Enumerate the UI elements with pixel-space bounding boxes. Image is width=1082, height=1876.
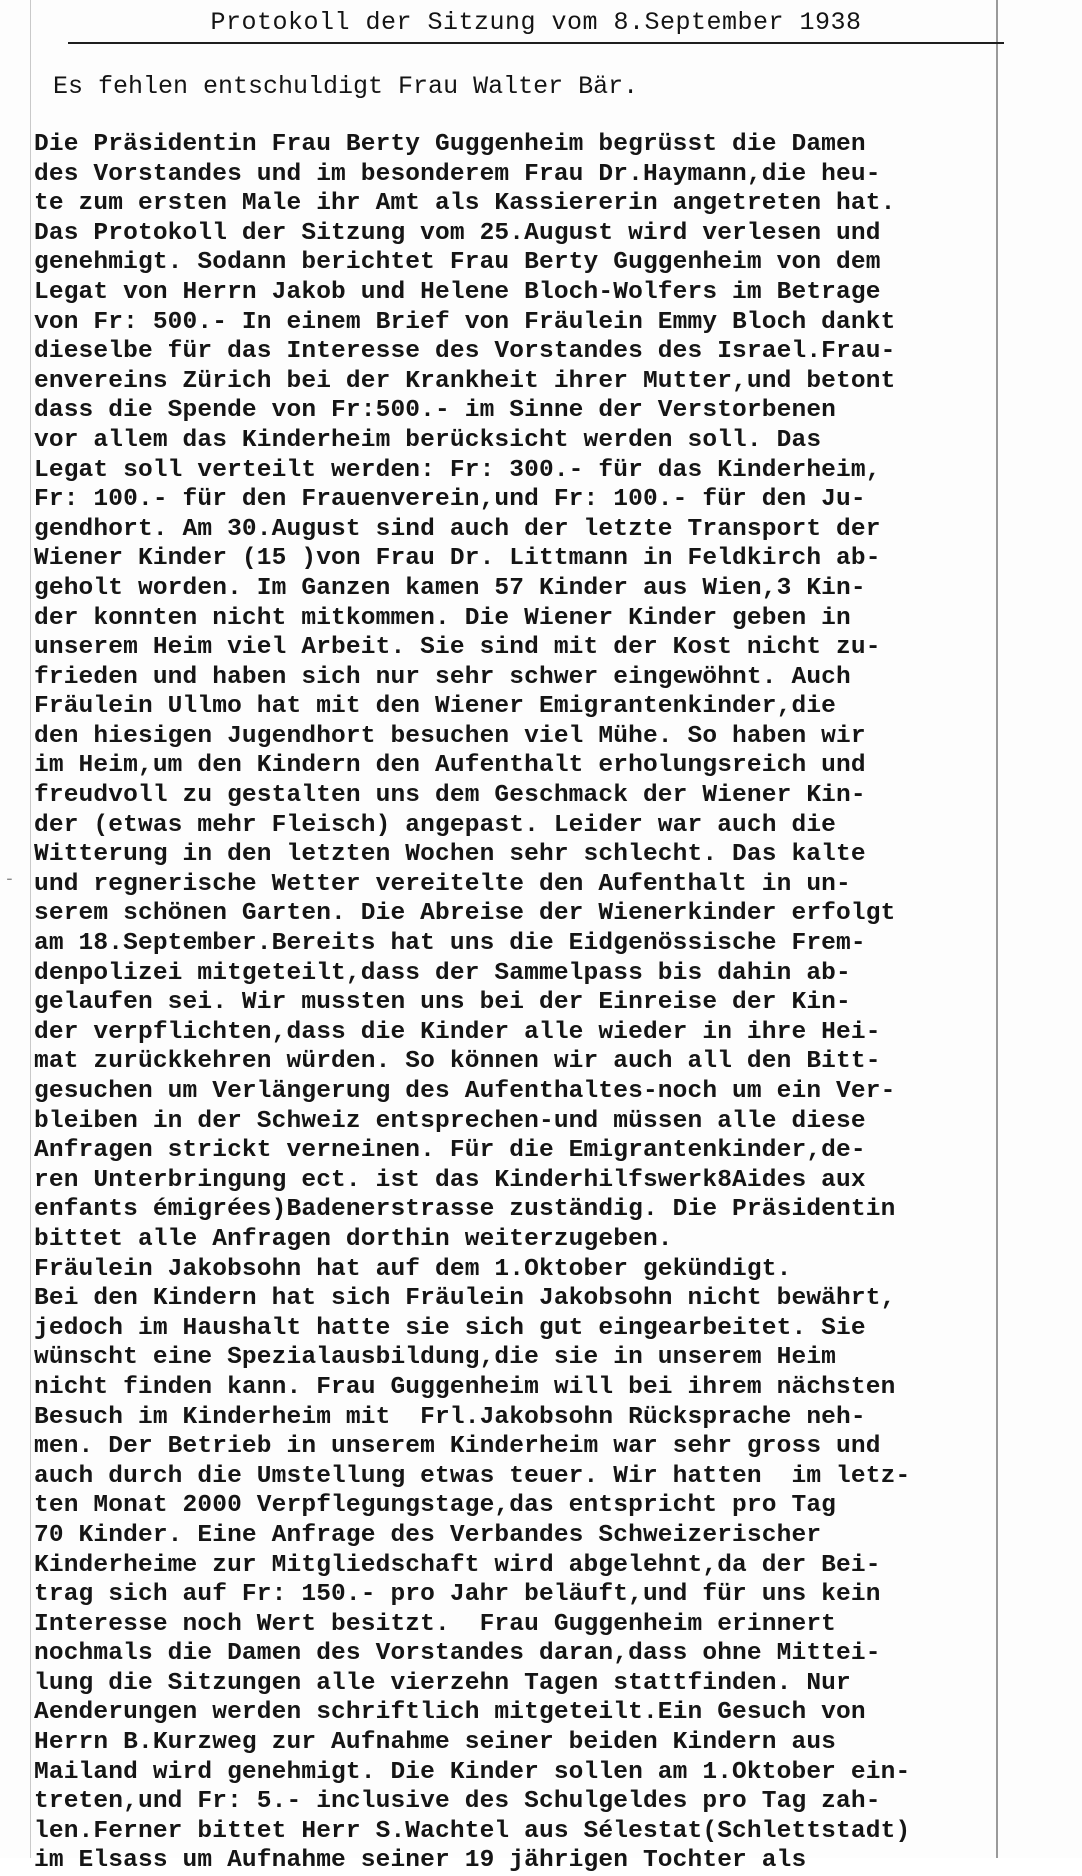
text-line: serem schönen Garten. Die Abreise der Wienerkinder erfolgt (34, 900, 896, 928)
left-margin-line (30, 0, 31, 1858)
text-line: unserem Heim viel Arbeit. Sie sind mit der Kost nicht zu- (34, 634, 881, 662)
text-line: gelaufen sei. Wir mussten uns bei der Einreise der Kin- (34, 989, 851, 1017)
text-line: Wiener Kinder (15 )von Frau Dr. Littmann in Feldkirch ab- (34, 545, 881, 573)
text-line: bittet alle Anfragen dorthin weiterzugeben. (34, 1225, 673, 1253)
text-line: Herrn B.Kurzweg zur Aufnahme seiner beiden Kindern aus (34, 1729, 837, 1757)
text-line: lung die Sitzungen alle vierzehn Tagen stattfinden. Nur (34, 1669, 851, 1697)
text-line: Besuch im Kinderheim mit Frl.Jakobsohn Rücksprache neh- (34, 1403, 866, 1431)
text-line: genehmigt. Sodann berichtet Frau Berty Guggenheim von dem (34, 249, 881, 277)
text-line: Fräulein Jakobsohn hat auf dem 1.Oktober gekündigt. (34, 1255, 792, 1283)
text-line: enfants émigrées)Badenerstrasse zuständig. Die Präsidentin (34, 1196, 896, 1224)
text-line: Kinderheime zur Mitgliedschaft wird abgelehnt,da der Bei- (34, 1551, 881, 1579)
text-line: im Elsass um Aufnahme seiner 19 jährigen Tochter als (34, 1847, 807, 1875)
text-line: mat zurückkehren würden. So können wir auch all den Bitt- (34, 1048, 881, 1076)
title-underline (68, 42, 1004, 44)
text-line: jedoch im Haushalt hatte sie sich gut eingearbeitet. Sie (34, 1314, 866, 1342)
text-line: nochmals die Damen des Vorstandes daran,dass ohne Mittei- (34, 1640, 881, 1668)
text-line: vor allem das Kinderheim berücksicht werden soll. Das (34, 426, 822, 454)
text-line: Anfragen strickt verneinen. Für die Emigrantenkinder,de- (34, 1137, 866, 1165)
text-line: Bei den Kindern hat sich Fräulein Jakobsohn nicht bewährt, (34, 1285, 896, 1313)
text-line: im Heim,um den Kindern den Aufenthalt erholungsreich und (34, 752, 866, 780)
text-line: ten Monat 2000 Verpflegungstage,das entspricht pro Tag (34, 1492, 837, 1520)
text-line: len.Ferner bittet Herr S.Wachtel aus Sélestat(Schlettstadt) (34, 1817, 911, 1845)
text-line: te zum ersten Male ihr Amt als Kassiererin angetreten hat. (34, 190, 896, 218)
text-line: Legat von Herrn Jakob und Helene Bloch-Wolfers im Betrage (34, 278, 881, 306)
text-line: Aenderungen werden schriftlich mitgeteilt.Ein Gesuch von (34, 1699, 866, 1727)
text-line: Witterung in den letzten Wochen sehr schlecht. Das kalte (34, 841, 866, 869)
text-line: dieselbe für das Interesse des Vorstandes des Israel.Frau- (34, 338, 896, 366)
text-line: 70 Kinder. Eine Anfrage des Verbandes Schweizerischer (34, 1521, 822, 1549)
text-line: envereins Zürich bei der Krankheit ihrer Mutter,und betont (34, 367, 896, 395)
text-line: der (etwas mehr Fleisch) angepast. Leider war auch die (34, 811, 837, 839)
text-line: trag sich auf Fr: 150.- pro Jahr beläuft,und für uns kein (34, 1581, 881, 1609)
text-line: dass die Spende von Fr:500.- im Sinne der Verstorbenen (34, 397, 837, 425)
page-title: Protokoll der Sitzung vom 8.September 1938 (210, 8, 862, 37)
text-line: von Fr: 500.- In einem Brief von Fräulein Emmy Bloch dankt (34, 308, 896, 336)
text-line: Fr: 100.- für den Frauenverein,und Fr: 100.- für den Ju- (34, 486, 866, 514)
text-line: den hiesigen Jugendhort besuchen viel Mühe. So haben wir (34, 722, 866, 750)
text-line: Interesse noch Wert besitzt. Frau Guggenheim erinnert (34, 1610, 837, 1638)
text-line: ren Unterbringung ect. ist das Kinderhilfswerk8Aides aux (34, 1166, 866, 1194)
text-line: der konnten nicht mitkommen. Die Wiener Kinder geben in (34, 604, 851, 632)
margin-mark: - (4, 868, 15, 889)
text-line: bleiben in der Schweiz entsprechen-und müssen alle diese (34, 1107, 866, 1135)
text-line: frieden und haben sich nur sehr schwer eingewöhnt. Auch (34, 663, 851, 691)
text-line: des Vorstandes und im besonderem Frau Dr.Haymann,die heu- (34, 160, 881, 188)
text-line: geholt worden. Im Ganzen kamen 57 Kinder aus Wien,3 Kin- (34, 574, 866, 602)
text-line: men. Der Betrieb in unserem Kinderheim war sehr gross und (34, 1433, 881, 1461)
absence-note: Es fehlen entschuldigt Frau Walter Bär. (53, 72, 639, 101)
text-line: Fräulein Ullmo hat mit den Wiener Emigrantenkinder,die (34, 693, 837, 721)
text-line: freudvoll zu gestalten uns dem Geschmack der Wiener Kin- (34, 782, 866, 810)
text-line: Das Protokoll der Sitzung vom 25.August wird verlesen und (34, 219, 881, 247)
text-line: am 18.September.Bereits hat uns die Eidgenössische Frem- (34, 930, 866, 958)
text-line: gendhort. Am 30.August sind auch der letzte Transport der (34, 515, 881, 543)
text-line: treten,und Fr: 5.- inclusive des Schulgeldes pro Tag zah- (34, 1788, 881, 1816)
text-line: gesuchen um Verlängerung des Aufenthaltes-noch um ein Ver- (34, 1078, 896, 1105)
text-line: denpolizei mitgeteilt,dass der Sammelpass bis dahin ab- (34, 959, 851, 987)
text-line: wünscht eine Spezialausbildung,die sie in unserem Heim (34, 1344, 837, 1372)
text-line: Mailand wird genehmigt. Die Kinder sollen am 1.Oktober ein- (34, 1758, 911, 1786)
text-line: Die Präsidentin Frau Berty Guggenheim begrüsst die Damen (34, 131, 866, 158)
minutes-body (34, 130, 1034, 1876)
text-line: auch durch die Umstellung etwas teuer. Wir hatten im letz- (34, 1462, 911, 1490)
text-line: der verpflichten,dass die Kinder alle wieder in ihre Hei- (34, 1018, 881, 1046)
text-line: und regnerische Wetter vereitelte den Aufenthalt in un- (34, 870, 851, 898)
text-line: nicht finden kann. Frau Guggenheim will bei ihrem nächsten (34, 1373, 896, 1401)
text-line: Legat soll verteilt werden: Fr: 300.- für das Kinderheim, (34, 456, 881, 484)
